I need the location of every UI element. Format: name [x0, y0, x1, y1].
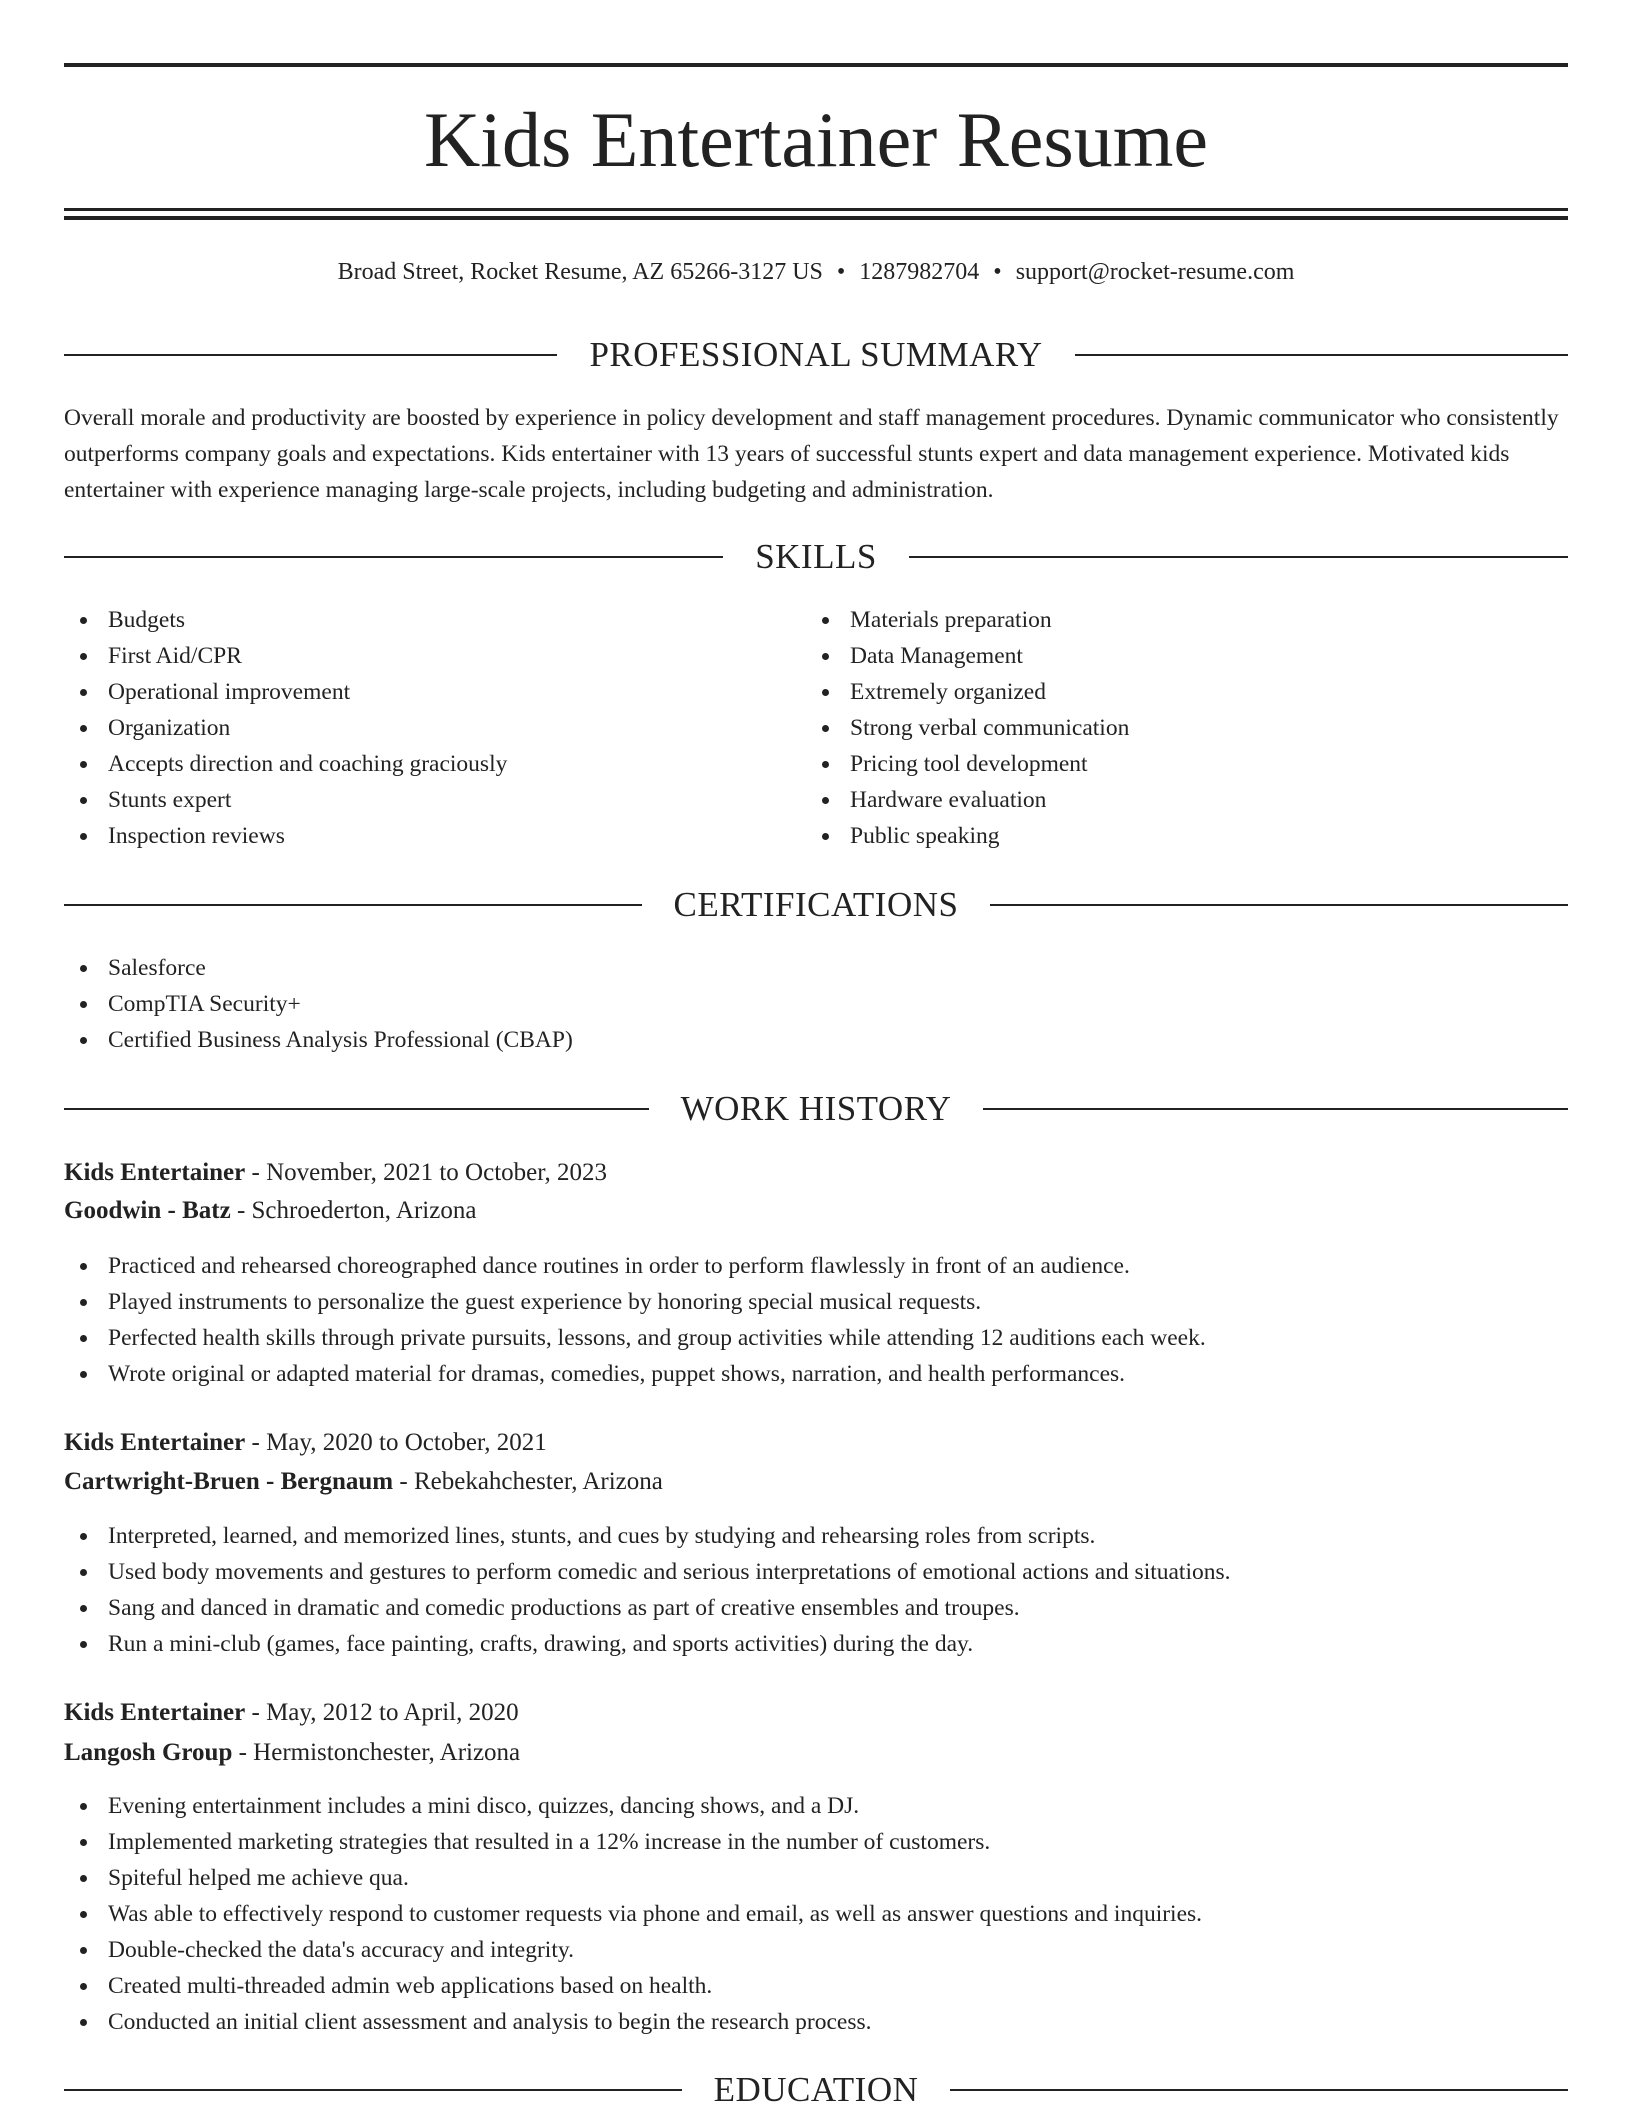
job-company-line [64, 1734, 1568, 1772]
skill-item: Materials preparation [806, 602, 1546, 638]
job-duties-list [64, 1788, 1568, 2040]
job-duty-item: Double-checked the data's accuracy and integrity. [64, 1932, 1568, 1968]
certifications-heading [64, 883, 1568, 927]
job-company-line [64, 1192, 1568, 1230]
certification-item: Certified Business Analysis Professional (CBAP) [64, 1022, 1568, 1058]
job-location: - Hermistonchester, Arizona [232, 1739, 521, 1766]
job-dates: - November, 2021 to October, 2023 [245, 1159, 608, 1186]
job-duties-list [64, 1518, 1568, 1662]
certifications-list [64, 950, 1568, 1058]
contact-email[interactable]: support@rocket-resume.com [1015, 259, 1295, 285]
heading-rule-left [64, 556, 723, 558]
job-duty-item: Sang and danced in dramatic and comedic productions as part of creative ensembles and troupes. [64, 1590, 1568, 1626]
skill-item: Data Management [806, 638, 1546, 674]
job-title-line [64, 1694, 1568, 1732]
title-double-rule [64, 208, 1568, 220]
job-duties-list [64, 1248, 1568, 1392]
skill-item: Hardware evaluation [806, 782, 1546, 818]
job-duty-item: Was able to effectively respond to customer requests via phone and email, as well as answer questions and inquiries. [64, 1896, 1568, 1932]
skills-heading-label: SKILLS [755, 537, 877, 576]
job-dates: - May, 2020 to October, 2021 [245, 1429, 547, 1456]
job-duty-item: Evening entertainment includes a mini disco, quizzes, dancing shows, and a DJ. [64, 1788, 1568, 1824]
work-history-heading-label: WORK HISTORY [680, 1089, 952, 1128]
contact-phone: 1287982704 [859, 259, 980, 285]
skill-item: Extremely organized [806, 674, 1546, 710]
job-duty-item: Conducted an initial client assessment and analysis to begin the research process. [64, 2004, 1568, 2040]
contact-separator: • [993, 259, 1002, 285]
certification-item: Salesforce [64, 950, 1568, 986]
job-duty-item: Used body movements and gestures to perform comedic and serious interpretations of emotional actions and situations. [64, 1554, 1568, 1590]
skill-item: Inspection reviews [64, 818, 804, 854]
skills-list-right [806, 602, 1546, 854]
job-company: Cartwright-Bruen - Bergnaum [64, 1468, 394, 1495]
heading-rule-left [64, 354, 557, 356]
job-duty-item: Run a mini-club (games, face painting, crafts, drawing, and sports activities) during the day. [64, 1626, 1568, 1662]
job-duty-item: Spiteful helped me achieve qua. [64, 1860, 1568, 1896]
job-duty-item: Perfected health skills through private pursuits, lessons, and group activities while attending 12 auditions each week. [64, 1320, 1568, 1356]
summary-heading-label: PROFESSIONAL SUMMARY [589, 335, 1043, 374]
heading-rule-right [983, 1108, 1568, 1110]
job-company: Goodwin - Batz [64, 1197, 231, 1224]
certification-item: CompTIA Security+ [64, 986, 1568, 1022]
job-duty-item: Wrote original or adapted material for dramas, comedies, puppet shows, narration, and health performances. [64, 1356, 1568, 1392]
heading-rule-right [950, 2089, 1568, 2091]
education-heading-label: EDUCATION [713, 2070, 919, 2109]
job-title-line [64, 1154, 1568, 1192]
skills-heading [64, 535, 1568, 579]
skill-item: Organization [64, 710, 804, 746]
heading-rule-right [990, 904, 1568, 906]
heading-rule-right [909, 556, 1568, 558]
skill-item: Public speaking [806, 818, 1546, 854]
work-history-heading [64, 1087, 1568, 1131]
job-title: Kids Entertainer [64, 1429, 246, 1456]
skill-item: Budgets [64, 602, 804, 638]
resume-title: Kids Entertainer Resume [423, 96, 1209, 183]
education-heading [64, 2068, 1568, 2112]
skill-item: Operational improvement [64, 674, 804, 710]
job-title-line [64, 1424, 1568, 1462]
skill-item: Strong verbal communication [806, 710, 1546, 746]
contact-address: Broad Street, Rocket Resume, AZ 65266-3127 US [337, 259, 823, 285]
skill-item: Pricing tool development [806, 746, 1546, 782]
heading-rule-left [64, 2089, 682, 2091]
contact-line [64, 252, 1568, 292]
job-duty-item: Interpreted, learned, and memorized lines, stunts, and cues by studying and rehearsing roles from scripts. [64, 1518, 1568, 1554]
contact-separator: • [836, 259, 846, 285]
summary-heading [64, 333, 1568, 377]
skills-list-left [64, 602, 804, 854]
top-rule [64, 63, 1568, 67]
heading-rule-left [64, 904, 642, 906]
skill-item: Stunts expert [64, 782, 804, 818]
job-company: Langosh Group [64, 1739, 233, 1766]
skill-item: Accepts direction and coaching graciously [64, 746, 804, 782]
job-location: - Rebekahchester, Arizona [393, 1468, 663, 1495]
job-duty-item: Created multi-threaded admin web applications based on health. [64, 1968, 1568, 2004]
job-duty-item: Implemented marketing strategies that resulted in a 12% increase in the number of customers. [64, 1824, 1568, 1860]
job-title: Kids Entertainer [64, 1159, 246, 1186]
heading-rule-left [64, 1108, 649, 1110]
heading-rule-right [1075, 354, 1568, 356]
job-duty-item: Played instruments to personalize the guest experience by honoring special musical requests. [64, 1284, 1568, 1320]
summary-text: Overall morale and productivity are boosted by experience in policy development and staff management procedures. Dynamic communicator who consistently outperforms company goals and expectations. Kids entertainer with 13 years of successful stunts expert and data management experience. Motivated kids entertainer with experience managing large-scale projects, including budgeting and administration. [64, 405, 1559, 503]
job-company-line [64, 1463, 1568, 1501]
certifications-heading-label: CERTIFICATIONS [673, 885, 959, 924]
job-dates: - May, 2012 to April, 2020 [245, 1699, 519, 1726]
job-duty-item: Practiced and rehearsed choreographed dance routines in order to perform flawlessly in front of an audience. [64, 1248, 1568, 1284]
job-title: Kids Entertainer [64, 1699, 246, 1726]
job-location: - Schroederton, Arizona [230, 1197, 477, 1224]
skill-item: First Aid/CPR [64, 638, 804, 674]
